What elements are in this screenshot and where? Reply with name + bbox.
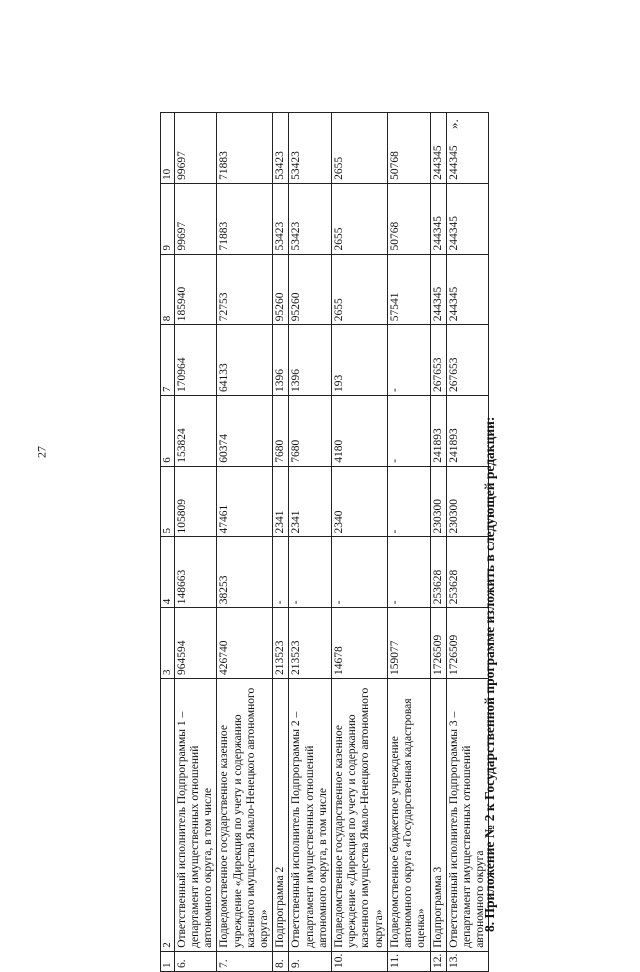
row-name-cell: Подведомственное государственное казенное учреждение «Дирекция по учету и содержанию казенного имущества Ямало-Ненецкого автономного округа» — [332, 678, 388, 951]
value-cell: 159077 — [387, 608, 430, 679]
table-row — [289, 113, 332, 972]
table-row — [174, 113, 217, 972]
value-cell: 185940 — [174, 254, 217, 325]
funding-table — [160, 112, 489, 972]
value-cell: - — [273, 537, 289, 608]
value-cell: 64133 — [217, 325, 273, 396]
value-cell: 230300 — [430, 466, 446, 537]
header-cell: 3 — [161, 608, 175, 679]
value-cell: 50768 — [387, 113, 430, 184]
row-number-cell: 7. — [217, 951, 273, 971]
value-cell: 241893 — [446, 396, 489, 467]
closing-quote: ». — [446, 119, 461, 129]
value-cell: 99697 — [174, 183, 217, 254]
value-cell: 2655 — [332, 183, 388, 254]
value-cell: 964594 — [174, 608, 217, 679]
value-cell: 105809 — [174, 466, 217, 537]
value-cell: 1726509 — [446, 608, 489, 679]
row-number-cell: 13. — [446, 951, 489, 971]
row-number-cell: 11. — [387, 951, 430, 971]
value-cell: 244345 — [446, 254, 489, 325]
value-cell: 53423 — [289, 183, 332, 254]
value-cell: 47461 — [217, 466, 273, 537]
value-cell: - — [387, 537, 430, 608]
value-cell: 2340 — [332, 466, 388, 537]
value-cell: 244345 — [446, 183, 489, 254]
value-cell: 244345 — [430, 113, 446, 184]
header-cell: 7 — [161, 325, 175, 396]
value-cell: 253628 — [430, 537, 446, 608]
value-cell: - — [387, 325, 430, 396]
header-cell: 2 — [161, 678, 175, 951]
table-header-row — [161, 113, 175, 972]
header-cell: 4 — [161, 537, 175, 608]
value-cell: 1726509 — [430, 608, 446, 679]
value-cell: 50768 — [387, 183, 430, 254]
row-name-cell: Ответственный исполнитель Подпрограммы 1 – департамент имущественных отношений автономного округа, в том числе — [174, 678, 217, 951]
row-number-cell: 8. — [273, 951, 289, 971]
value-cell: 241893 — [430, 396, 446, 467]
value-cell: 2655 — [332, 113, 388, 184]
value-cell: 53423 — [289, 113, 332, 184]
value-cell: - — [387, 466, 430, 537]
value-cell: 7680 — [289, 396, 332, 467]
section-caption: 8. Приложение № 2 к Государственной программе изложить в следующей редакции: — [482, 416, 497, 932]
value-cell: - — [289, 537, 332, 608]
header-cell: 9 — [161, 183, 175, 254]
header-cell: 5 — [161, 466, 175, 537]
value-cell: 4180 — [332, 396, 388, 467]
value-cell: 57541 — [387, 254, 430, 325]
header-cell: 8 — [161, 254, 175, 325]
row-name-cell: Ответственный исполнитель Подпрограммы 2 – департамент имущественных отношений автономного округа, в том числе — [289, 678, 332, 951]
value-cell: 14678 — [332, 608, 388, 679]
row-number-cell: 9. — [289, 951, 332, 971]
value-cell: 95260 — [273, 254, 289, 325]
page-number: 27 — [34, 446, 49, 458]
value-cell: 244345 — [430, 254, 446, 325]
value-cell: 2341 — [273, 466, 289, 537]
value-cell: 95260 — [289, 254, 332, 325]
table-row — [273, 113, 289, 972]
value-cell: 53423 — [273, 113, 289, 184]
value-cell: 1396 — [273, 325, 289, 396]
value-cell: 244345 — [430, 183, 446, 254]
value-cell: 244345 — [446, 113, 489, 184]
header-cell: 10 — [161, 113, 175, 184]
value-cell: 213523 — [273, 608, 289, 679]
value-cell: 153824 — [174, 396, 217, 467]
table-row — [387, 113, 430, 972]
value-cell: 1396 — [289, 325, 332, 396]
row-name-cell: Подпрограмма 3 — [430, 678, 446, 951]
value-cell: 426740 — [217, 608, 273, 679]
value-cell: 7680 — [273, 396, 289, 467]
value-cell: 267653 — [430, 325, 446, 396]
value-cell: 38253 — [217, 537, 273, 608]
table-row — [217, 113, 273, 972]
row-number-cell: 10. — [332, 951, 388, 971]
value-cell: 60374 — [217, 396, 273, 467]
row-number-cell: 6. — [174, 951, 217, 971]
value-cell: 53423 — [273, 183, 289, 254]
row-name-cell: Подпрограмма 2 — [273, 678, 289, 951]
header-cell: 6 — [161, 396, 175, 467]
value-cell: 2655 — [332, 254, 388, 325]
table-row — [332, 113, 388, 972]
value-cell: - — [387, 396, 430, 467]
row-number-cell: 12. — [430, 951, 446, 971]
header-cell: 1 — [161, 951, 175, 971]
value-cell: 170964 — [174, 325, 217, 396]
value-cell: 71883 — [217, 113, 273, 184]
value-cell: 99697 — [174, 113, 217, 184]
row-name-cell: Подведомственное бюджетное учреждение автономного округа «Государственная кадастровая оценка» — [387, 678, 430, 951]
value-cell: 148663 — [174, 537, 217, 608]
value-cell: 253628 — [446, 537, 489, 608]
row-name-cell: Ответственный исполнитель Подпрограммы 3 – департамент имущественных отношений автономного округа — [446, 678, 489, 951]
value-cell: 267653 — [446, 325, 489, 396]
value-cell: - — [332, 537, 388, 608]
rotated-content — [160, 112, 497, 972]
value-cell: 230300 — [446, 466, 489, 537]
value-cell: 71883 — [217, 183, 273, 254]
value-cell: 193 — [332, 325, 388, 396]
value-cell: 2341 — [289, 466, 332, 537]
value-cell: 213523 — [289, 608, 332, 679]
table-row — [430, 113, 446, 972]
row-name-cell: Подведомственное государственное казенное учреждение «Дирекция по учету и содержанию казенного имущества Ямало-Ненецкого автономного округа» — [217, 678, 273, 951]
value-cell: 72753 — [217, 254, 273, 325]
